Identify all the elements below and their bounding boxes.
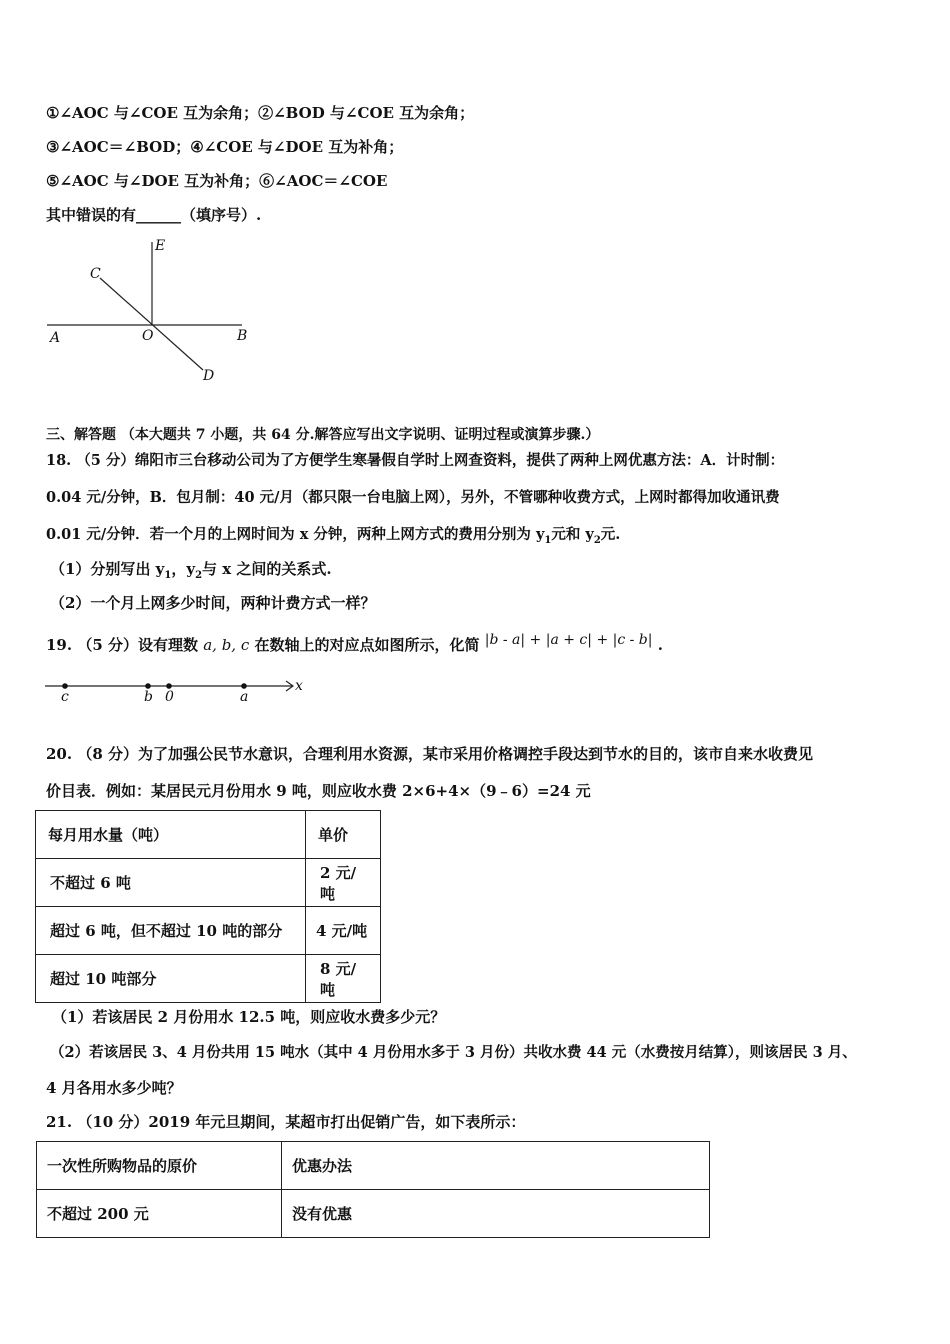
table-header-cell: 单价 (306, 811, 381, 859)
q18-line-3-a: 0.01 元/分钟．若一个月的上网时间为 x 分钟，两种上网方式的费用分别为 y (46, 526, 545, 543)
label-c: C (90, 266, 101, 282)
q20-line-2: 价目表．例如：某居民元月份用水 9 吨，则应收水费 2×6+4×（9﹣6）=24 元 (46, 782, 591, 800)
q17-line-2: ③∠AOC＝∠BOD；④∠COE 与∠DOE 互为补角； (46, 138, 404, 156)
table-row (37, 1190, 710, 1238)
water-price-table (35, 810, 381, 1003)
q18-part-1 (50, 558, 332, 581)
q18-sub-2: 2 (593, 534, 601, 546)
promotion-table (36, 1141, 710, 1238)
q18-sub-1: 1 (544, 534, 552, 546)
point-a (241, 683, 247, 689)
q20-part-2-a: （2）若该居民 3、4 月份共用 15 吨水（其中 4 月份用水多于 3 月份）共收水费 44 元（水费按月结算），则该居民 3 月、 (50, 1044, 857, 1061)
table-cell: 没有优惠 (282, 1190, 710, 1238)
q20-part-1: （1）若该居民 2 月份用水 12.5 吨，则应收水费多少元？ (52, 1008, 446, 1026)
axis-label-x: x (295, 678, 303, 694)
table-cell: 不超过 6 吨 (36, 859, 306, 907)
table-cell: 超过 6 吨，但不超过 10 吨的部分 (36, 907, 306, 955)
q20-line-1: 20. （8 分）为了加强公民节水意识，合理利用水资源，某市采用价格调控手段达到节水的目的，该市自来水收费见 (46, 745, 813, 763)
table-row (36, 955, 381, 1003)
label-d: D (203, 368, 215, 384)
table-cell: 不超过 200 元 (37, 1190, 282, 1238)
table-cell: 2 元/吨 (306, 859, 381, 907)
q18-line-3-c: 元. (600, 526, 621, 543)
table-header-cell: 每月用水量（吨） (36, 811, 306, 859)
section-3-header: 三、解答题 （本大题共 7 小题，共 64 分.解答应写出文字说明、证明过程或演算步骤.） (46, 427, 600, 443)
table-row (36, 811, 381, 859)
q19-line (46, 634, 663, 655)
q17-line-4: 其中错误的有______（填序号）. (46, 206, 262, 224)
label-a: A (50, 330, 61, 346)
table-header-cell: 一次性所购物品的原价 (37, 1142, 282, 1190)
axis-label-b: b (144, 689, 153, 705)
q19-vars: a, b, c (203, 636, 250, 654)
axis-label-zero: 0 (165, 689, 174, 705)
q18-line-3 (46, 523, 620, 546)
point-b (145, 683, 151, 689)
axis-label-c: c (61, 689, 69, 705)
axis-label-a: a (240, 689, 249, 705)
q18-part-2: （2）一个月上网多少时间，两种计费方式一样？ (50, 594, 376, 612)
q19-middle: 在数轴上的对应点如图所示，化简 (254, 636, 480, 654)
number-line (40, 676, 310, 696)
table-row (37, 1142, 710, 1190)
table-header-cell: 优惠办法 (282, 1142, 710, 1190)
q18-part-1-c: 与 x 之间的关系式. (202, 560, 332, 578)
table-cell: 4 元/吨 (306, 907, 381, 955)
q18-part-1-b: ，y (171, 560, 196, 578)
table-cell: 超过 10 吨部分 (36, 955, 306, 1003)
q18-line-3-b: 元和 y (551, 526, 594, 543)
q18-line-1: 18. （5 分）绵阳市三台移动公司为了方便学生寒暑假自学时上网查资料，提供了两种上网优惠方法：A．计时制： (46, 452, 785, 469)
label-b: B (237, 328, 248, 344)
q17-line-3: ⑤∠AOC 与∠DOE 互为补角；⑥∠AOC＝∠COE (46, 172, 388, 190)
q17-line-1: ①∠AOC 与∠COE 互为余角；②∠BOD 与∠COE 互为余角； (46, 104, 475, 122)
point-zero (166, 683, 172, 689)
q21-line-1: 21. （10 分）2019 年元旦期间，某超市打出促销广告，如下表所示： (46, 1113, 526, 1131)
table-row (36, 859, 381, 907)
q19-expression: |b - a| + |a + c| + |c - b| (484, 632, 653, 648)
table-cell: 8 元/吨 (306, 955, 381, 1003)
q18-part-1-a: （1）分别写出 y (50, 560, 165, 578)
q18-part-1-sub-1: 1 (164, 570, 172, 581)
label-e: E (155, 238, 166, 254)
q18-part-1-sub-2: 2 (195, 570, 203, 581)
label-o: O (142, 328, 154, 344)
q20-part-2-b: 4 月各用水多少吨？ (46, 1079, 182, 1097)
point-c (62, 683, 68, 689)
table-row (36, 907, 381, 955)
q19-suffix: . (657, 636, 663, 654)
q18-line-2: 0.04 元/分钟，B．包月制：40 元/月（都只限一台电脑上网），另外，不管哪种收费方式，上网时都得加收通讯费 (46, 489, 780, 506)
angle-figure (40, 232, 270, 392)
q19-prefix: 19. （5 分）设有理数 (46, 636, 198, 654)
